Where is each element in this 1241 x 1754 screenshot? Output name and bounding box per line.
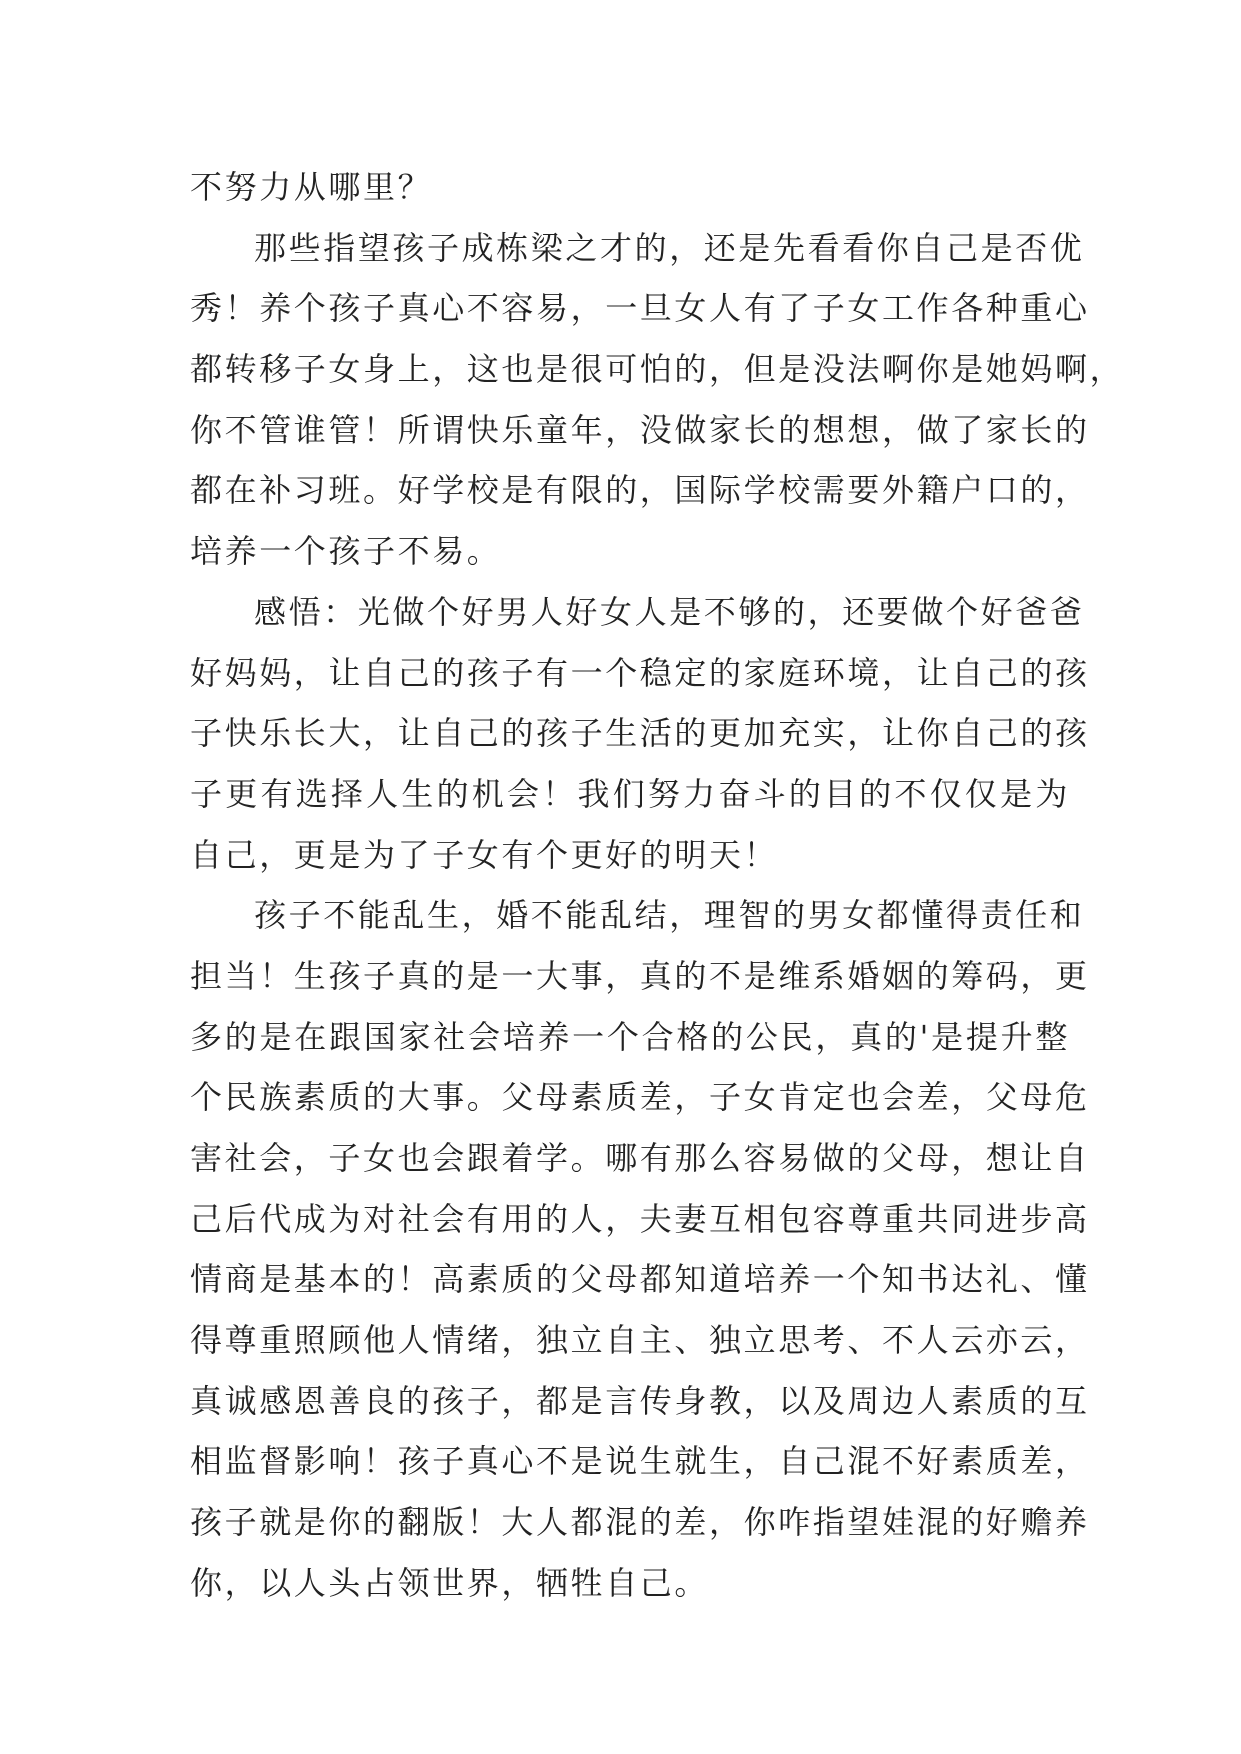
text-line: 多的是在跟国家社会培养一个合格的公民，真的'是提升整 (190, 1017, 1070, 1056)
text-line: 个民族素质的大事。父母素质差，子女肯定也会差，父母危 (190, 1078, 1090, 1117)
text-line: 你，以人头占领世界，牺牲自己。 (190, 1563, 710, 1602)
text-line: 你不管谁管！所谓快乐童年，没做家长的想想，做了家长的 (190, 410, 1090, 449)
text-line: 感悟：光做个好男人好女人是不够的，还要做个好爸爸 (254, 592, 1085, 631)
text-line: 孩子就是你的翻版！大人都混的差，你咋指望娃混的好赡养 (190, 1503, 1090, 1542)
text-line: 那些指望孩子成栋梁之才的，还是先看看你自己是否优 (254, 228, 1085, 267)
text-line: 得尊重照顾他人情绪，独立自主、独立思考、不人云亦云， (190, 1321, 1090, 1360)
body-text (190, 157, 1125, 1614)
text-line: 都转移子女身上，这也是很可怕的，但是没法啊你是她妈啊， (190, 350, 1125, 389)
text-line: 子快乐长大，让自己的孩子生活的更加充实，让你自己的孩 (190, 714, 1090, 753)
text-line: 自己，更是为了子女有个更好的明天！ (190, 835, 779, 874)
text-line: 真诚感恩善良的孩子，都是言传身教，以及周边人素质的互 (190, 1381, 1090, 1420)
text-line: 情商是基本的！高素质的父母都知道培养一个知书达礼、懂 (190, 1260, 1090, 1299)
text-line: 孩子不能乱生，婚不能乱结，理智的男女都懂得责任和 (254, 896, 1085, 935)
text-line: 好妈妈，让自己的孩子有一个稳定的家庭环境，让自己的孩 (190, 653, 1090, 692)
text-line: 子更有选择人生的机会！我们努力奋斗的目的不仅仅是为 (190, 774, 1070, 813)
text-line: 担当！生孩子真的是一大事，真的不是维系婚姻的筹码，更 (190, 956, 1090, 995)
text-line: 不努力从哪里？ (190, 168, 433, 206)
text-line: 秀！养个孩子真心不容易，一旦女人有了子女工作各种重心 (190, 289, 1090, 328)
text-line: 己后代成为对社会有用的人，夫妻互相包容尊重共同进步高 (190, 1199, 1090, 1238)
text-line: 害社会，子女也会跟着学。哪有那么容易做的父母，想让自 (190, 1139, 1090, 1177)
text-line: 培养一个孩子不易。 (190, 532, 502, 571)
text-line: 都在补习班。好学校是有限的，国际学校需要外籍户口的， (190, 471, 1090, 510)
text-line: 相监督影响！孩子真心不是说生就生，自己混不好素质差， (190, 1442, 1090, 1481)
